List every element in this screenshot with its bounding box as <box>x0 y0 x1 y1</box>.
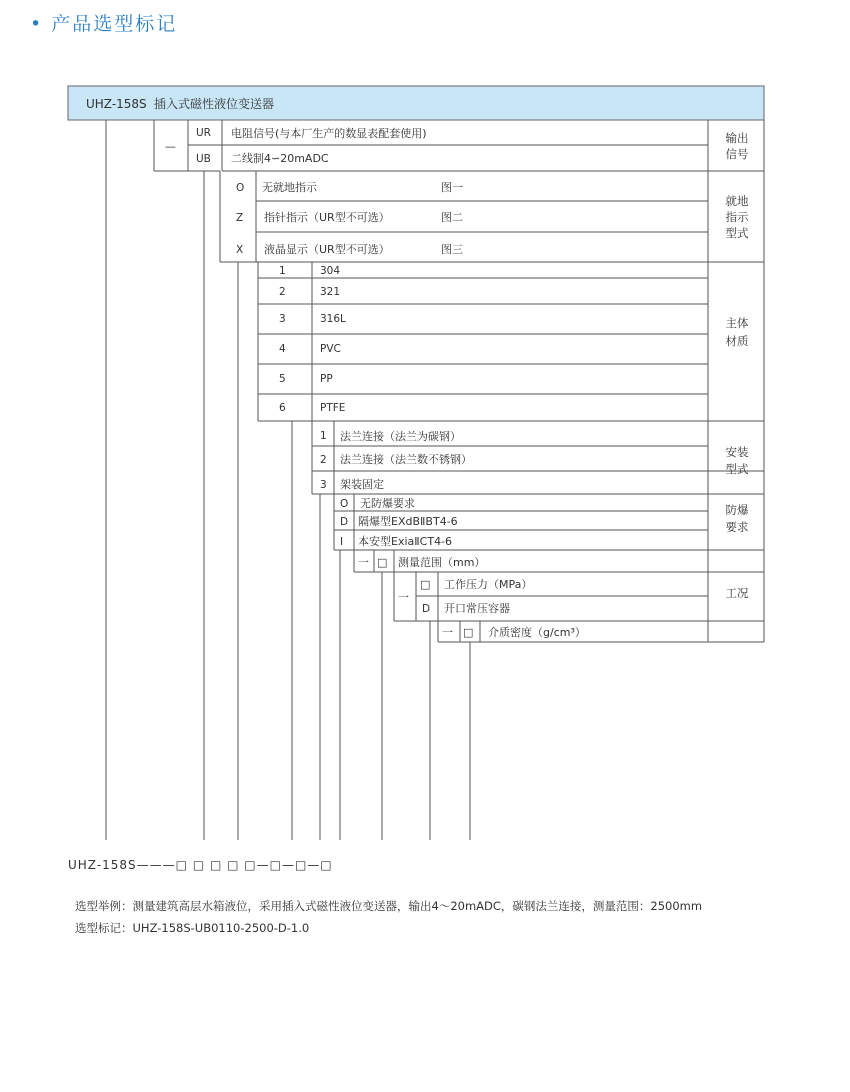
local-fig-z: 图二 <box>441 211 463 224</box>
install-desc-2: 法兰连接（法兰数不锈钢） <box>340 453 472 466</box>
range-desc: 测量范围（mm） <box>398 556 486 569</box>
leader-lines <box>106 120 470 840</box>
install-desc-3: 架装固定 <box>340 478 384 491</box>
header-model: UHZ-158S <box>86 97 147 111</box>
cat-install-1: 安装 <box>725 445 749 459</box>
cat-local-3: 型式 <box>725 226 749 240</box>
cat-install-2: 型式 <box>725 462 749 476</box>
condition-desc-2: 开口常压容器 <box>444 602 510 615</box>
material-desc-4: PVC <box>320 343 341 355</box>
material-code-3: 3 <box>279 313 286 325</box>
local-desc-o: 无就地指示 <box>262 181 317 194</box>
install-desc-1: 法兰连接（法兰为碳钢） <box>340 430 461 443</box>
signal-desc-ur: 电阻信号(与本厂生产的数显表配套使用) <box>231 127 427 140</box>
page-title: • 产品选型标记 <box>30 13 178 35</box>
condition-desc-1: 工作压力（MPa） <box>444 578 533 591</box>
local-desc-z: 指针指示（UR型不可选） <box>264 211 390 224</box>
cat-signal-1: 输出 <box>725 131 749 145</box>
install-code-2: 2 <box>320 454 327 466</box>
cat-material-2: 材质 <box>725 334 749 348</box>
model-marking: UHZ-158S———□ □ □ □ □—□—□—□ <box>68 858 333 872</box>
material-code-6: 6 <box>279 402 286 414</box>
example-line-1: 选型举例：测量建筑高层水箱液位，采用插入式磁性液位变送器，输出4～20mADC，碳钢法兰连接，测量范围：2500mm <box>75 899 703 913</box>
cat-local-1: 就地 <box>725 194 749 208</box>
material-code-4: 4 <box>279 343 286 355</box>
signal-code-ub: UB <box>196 153 211 165</box>
install-code-1: 1 <box>320 430 327 442</box>
explosion-code-i: I <box>340 536 344 548</box>
range-dash: 一 <box>358 556 369 569</box>
local-fig-x: 图三 <box>441 243 463 256</box>
local-fig-o: 图一 <box>441 181 463 194</box>
material-desc-1: 304 <box>320 265 341 277</box>
install-code-3: 3 <box>320 479 327 491</box>
cat-local-2: 指示 <box>725 210 749 224</box>
local-code-z: Z <box>236 212 244 224</box>
explosion-desc-o: 无防爆要求 <box>360 497 415 510</box>
cat-signal-2: 信号 <box>725 147 749 161</box>
cat-explosion-1: 防爆 <box>725 503 749 517</box>
header-name: 插入式磁性液位变送器 <box>154 97 275 111</box>
density-box: □ <box>463 626 474 639</box>
local-desc-x: 液晶显示（UR型不可选） <box>264 243 390 256</box>
material-code-1: 1 <box>279 265 286 277</box>
explosion-desc-d: 隔爆型EXdBⅡBT4-6 <box>358 515 458 528</box>
material-desc-2: 321 <box>320 286 341 298</box>
range-box: □ <box>377 556 388 569</box>
material-desc-5: PP <box>320 373 333 385</box>
condition-code-2: D <box>422 603 431 615</box>
signal-dash: — <box>165 140 176 153</box>
local-code-o: O <box>236 182 245 194</box>
signal-desc-ub: 二线制4∽20mADC <box>231 152 329 165</box>
explosion-code-d: D <box>340 516 349 528</box>
material-desc-3: 316L <box>320 313 346 325</box>
cat-explosion-2: 要求 <box>725 520 749 534</box>
density-desc: 介质密度（g/cm³） <box>488 626 586 639</box>
material-code-2: 2 <box>279 286 286 298</box>
material-code-5: 5 <box>279 373 286 385</box>
cat-condition: 工况 <box>725 586 749 600</box>
local-code-x: X <box>236 244 244 256</box>
explosion-desc-i: 本安型ExiaⅡCT4-6 <box>358 535 453 548</box>
signal-code-ur: UR <box>196 127 211 139</box>
density-dash: 一 <box>442 626 453 639</box>
cat-material-1: 主体 <box>725 316 749 330</box>
explosion-code-o: O <box>340 498 349 510</box>
condition-code-1: □ <box>420 578 431 591</box>
example-line-2: 选型标记：UHZ-158S-UB0110-2500-D-1.0 <box>75 921 310 935</box>
material-desc-6: PTFE <box>320 402 346 414</box>
condition-dash: 一 <box>398 591 409 604</box>
